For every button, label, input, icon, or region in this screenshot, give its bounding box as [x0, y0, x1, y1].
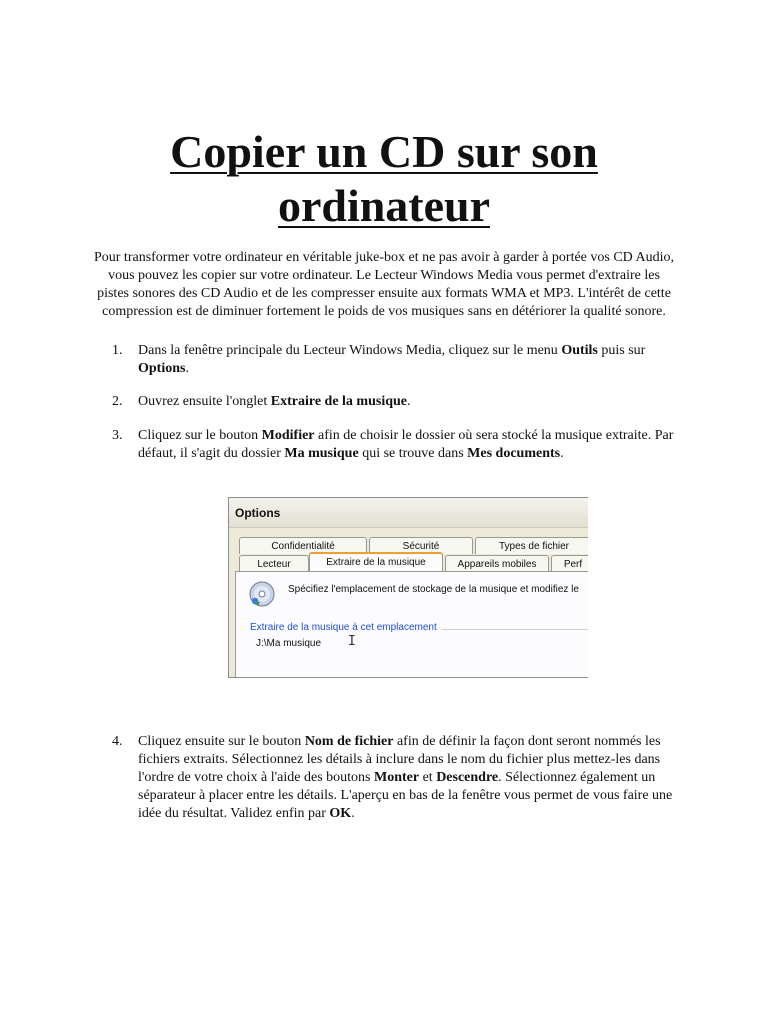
page-title-line1: Copier un CD sur son	[170, 125, 598, 177]
tab-panel	[235, 571, 588, 678]
step-text-part: qui se trouve dans	[358, 446, 468, 461]
step-text	[138, 733, 686, 823]
step-text-part: .	[351, 806, 355, 821]
tab-confidentialite[interactable]: Confidentialité	[239, 537, 367, 554]
step-bold-term: Descendre	[436, 770, 499, 785]
step-number: 1.	[112, 343, 123, 358]
tab-types-de-fichier[interactable]: Types de fichier	[475, 537, 588, 554]
text-cursor-icon: I	[348, 634, 356, 649]
step-text-part: Ouvrez ensuite l'onglet	[138, 394, 271, 409]
step-text	[138, 427, 686, 463]
step-text-part: .	[407, 394, 411, 409]
cd-rip-icon	[248, 580, 276, 608]
step-bold-term: Options	[138, 361, 186, 376]
tab-appareils-mobiles[interactable]: Appareils mobiles	[445, 555, 549, 572]
step-text-part: Cliquez sur le bouton	[138, 428, 262, 443]
step-text-part: et	[419, 770, 437, 785]
step-text	[138, 342, 686, 378]
step-number: 2.	[112, 394, 123, 409]
tab-performances[interactable]: Perf	[551, 555, 588, 572]
step-number: 3.	[112, 428, 123, 443]
intro-paragraph: Pour transformer votre ordinateur en véritable juke-box et ne pas avoir à garder à portée vos CD Audio, vous pouvez les copier sur votre ordinateur. Le Lecteur Windows Media vous permet d'extraire les pistes sonores des CD Audio et de les compresser ensuite aux formats WMA et MP3. L'intérêt de cette compression est de diminuer fortement le poids de vos musiques sans en détériorer la qualité sonore.	[93, 250, 675, 319]
step-number: 4.	[112, 734, 123, 749]
tab-securite[interactable]: Sécurité	[369, 537, 473, 554]
options-dialog-screenshot	[228, 497, 588, 678]
tab-extraire-musique[interactable]: Extraire de la musique	[309, 552, 443, 571]
step-text-part: puis sur	[597, 343, 646, 358]
step-bold-term: Nom de fichier	[304, 734, 394, 749]
page-title	[0, 125, 768, 233]
step-text-part: afin de définir la façon dont seront nommés les fichiers extraits. Sélectionnez les détails à inclure dans le nom du fichier plus mettez-les dans l'ordre de votre choix à l'aide des boutons	[138, 734, 661, 785]
step-bold-term: Modifier	[261, 428, 315, 443]
step-text-part: .	[560, 446, 564, 461]
step-bold-term: OK	[329, 806, 352, 821]
step-text-part: .	[185, 361, 189, 376]
tab-lecteur[interactable]: Lecteur	[239, 555, 309, 572]
group-label: Extraire de la musique à cet emplacement	[250, 622, 441, 633]
rip-location-path: J:\Ma musique	[256, 638, 322, 649]
panel-description: Spécifiez l'emplacement de stockage de la musique et modifiez le	[288, 584, 579, 595]
step-bold-term: Extraire de la musique	[270, 394, 408, 409]
step-text-part: . Sélectionnez également un séparateur à placer entre les détails. L'aperçu en bas de la fenêtre vous permet de vous faire une idée du résultat. Validez enfin par	[138, 770, 673, 821]
step-bold-term: Outils	[561, 343, 598, 358]
step-text-part: afin de choisir le dossier où sera stocké la musique extraite. Par défaut, il s'agit du dossier	[138, 428, 674, 461]
step-text-part: Cliquez ensuite sur le bouton	[138, 734, 305, 749]
step-bold-term: Monter	[373, 770, 420, 785]
page-title-line2: ordinateur	[277, 179, 491, 231]
step-text-part: Dans la fenêtre principale du Lecteur Windows Media, cliquez sur le menu	[138, 343, 562, 358]
step-text	[138, 393, 686, 411]
step-bold-term: Ma musique	[284, 446, 359, 461]
dialog-title: Options	[229, 498, 588, 528]
step-bold-term: Mes documents	[467, 446, 561, 461]
